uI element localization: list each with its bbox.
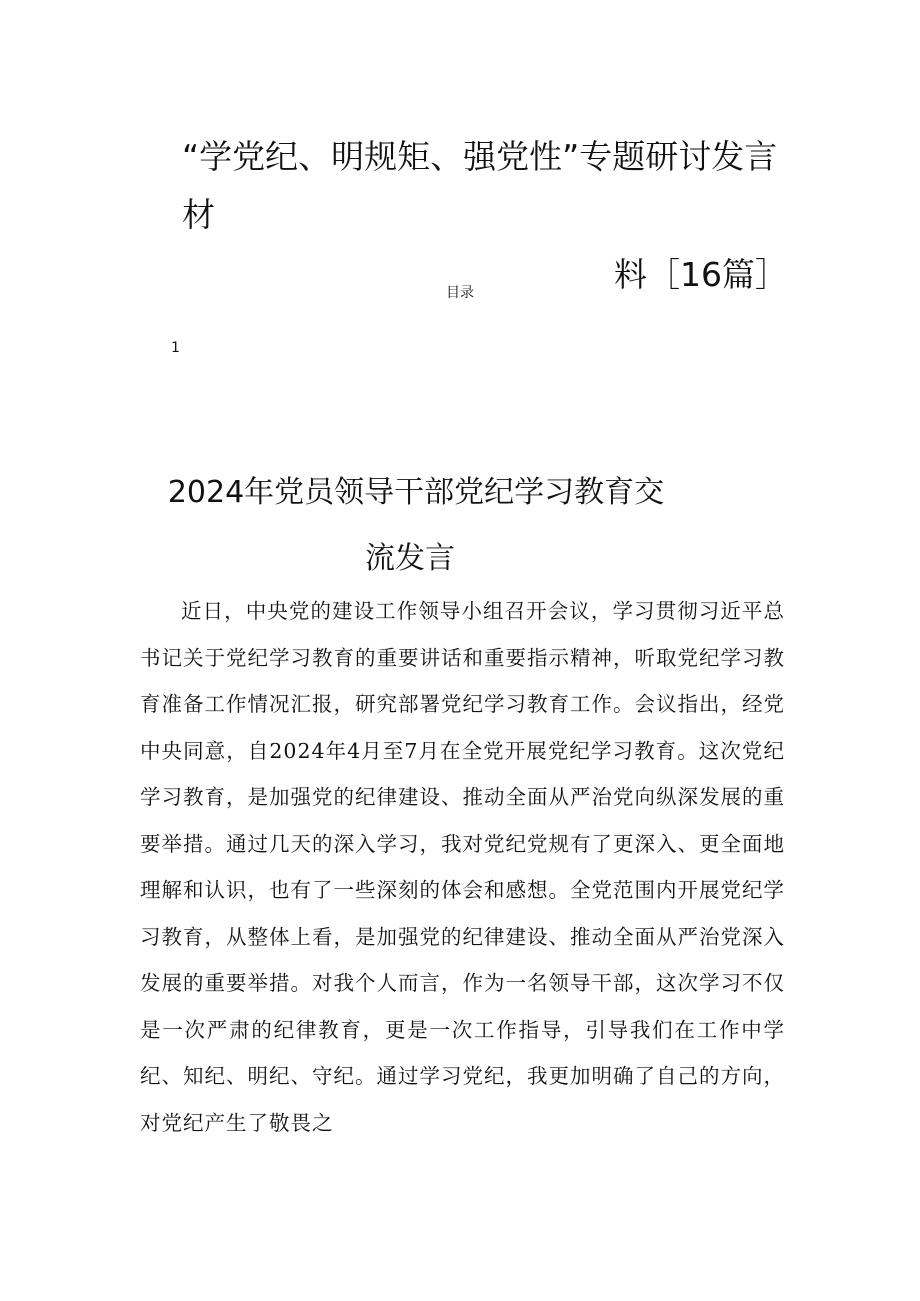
toc-heading: 目录: [446, 285, 474, 301]
document-title-line-1: “学党纪、明规矩、强党性”专题研讨发言材: [182, 137, 778, 234]
document-title-line-2: 料［16篇］: [614, 255, 788, 294]
document-title: [150, 128, 790, 304]
body-paragraph: 近日，中央党的建设工作领导小组召开会议，学习贯彻习近平总书记关于党纪学习教育的重要讲话和重要指示精神，听取党纪学习教育准备工作情况汇报，研究部署党纪学习教育工作。会议指出，经党中央同意，自2024年4月至7月在全党开展党纪学习教育。这次党纪学习教育，是加强党的纪律建设、推动全面从严治党向纵深发展的重要举措。通过几天的深入学习，我对党纪党规有了更深入、更全面地理解和认识，也有了一些深刻的体会和感想。全党范围内开展党纪学习教育，从整体上看，是加强党的纪律建设、推动全面从严治党深入发展的重要举措。对我个人而言，作为一名领导干部，这次学习不仅是一次严肃的纪律教育，更是一次工作指导，引导我们在工作中学纪、知纪、明纪、守纪。通过学习党纪，我更加明确了自己的方向，对党纪产生了敬畏之: [140, 599, 785, 1135]
toc-entry-number: 1: [171, 340, 180, 356]
section-title-line-2: 流发言: [365, 541, 455, 576]
section-title: [140, 460, 780, 592]
section-title-line-1: 2024年党员领导干部党纪学习教育交: [167, 475, 665, 510]
